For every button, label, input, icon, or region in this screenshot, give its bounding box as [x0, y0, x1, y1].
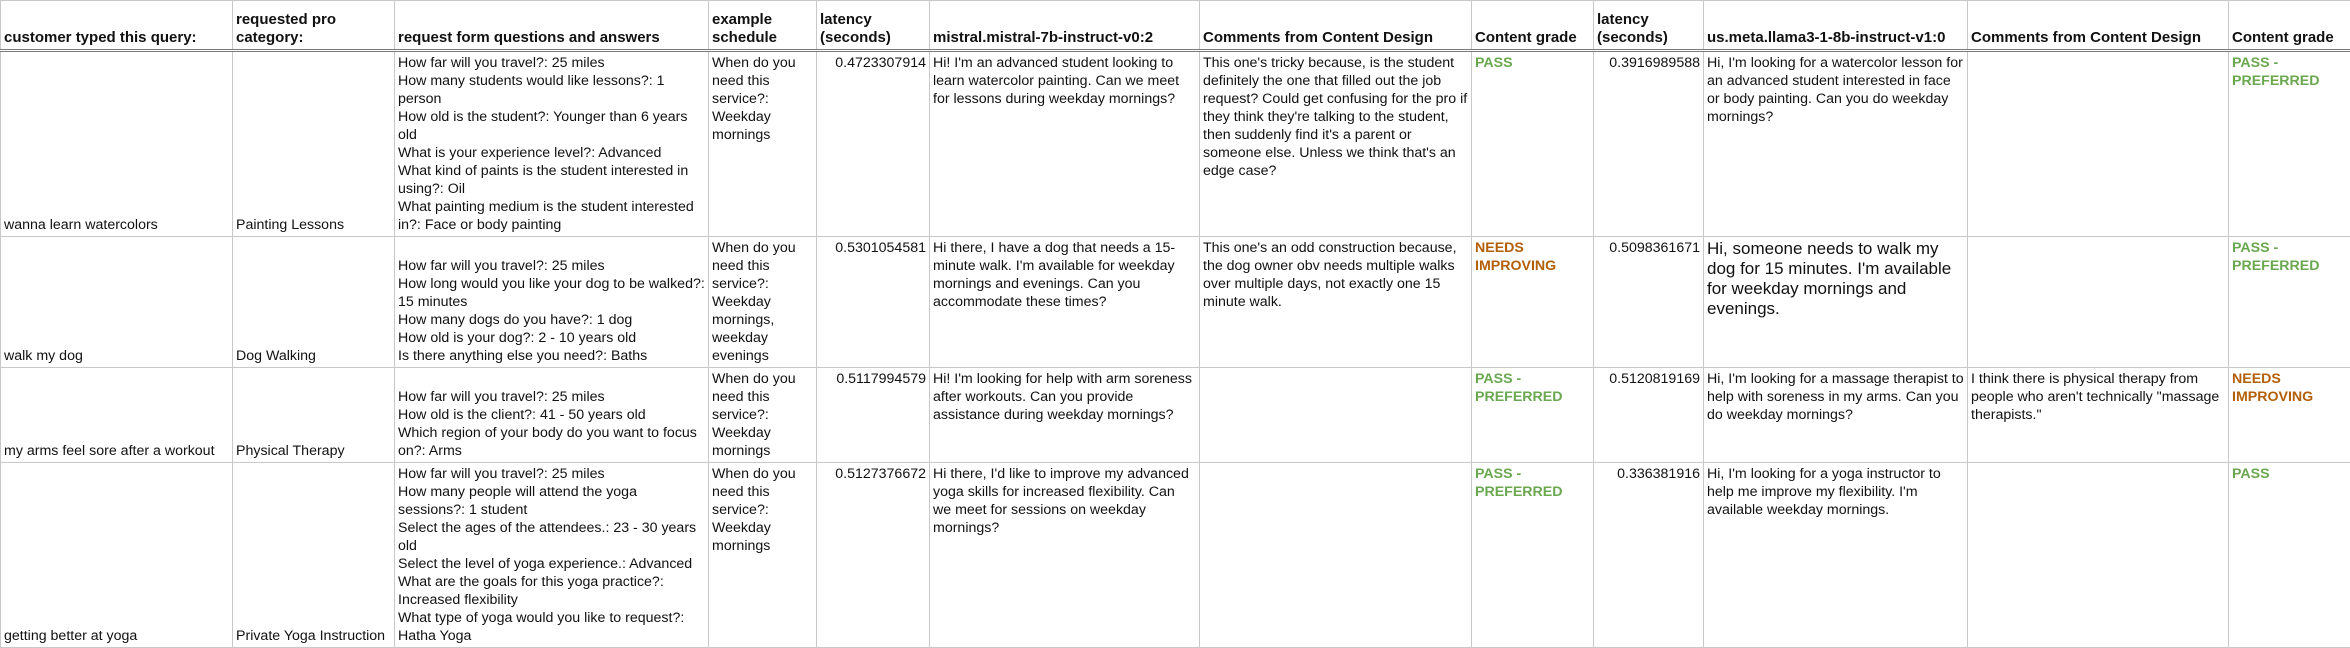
cell-comment-mistral[interactable] [1200, 368, 1472, 463]
qa-line: What painting medium is the student interested in?: Face or body painting [398, 199, 694, 233]
qa-line: How old is the client?: 41 - 50 years old [398, 407, 646, 423]
cell-grade-mistral[interactable]: PASS [1472, 51, 1594, 237]
cell-category[interactable]: Physical Therapy [233, 368, 395, 463]
cell-latency-mistral[interactable]: 0.5117994579 [817, 368, 930, 463]
cell-latency-llama[interactable]: 0.3916989588 [1594, 51, 1704, 237]
header-mistral[interactable]: mistral.mistral-7b-instruct-v0:2 [930, 1, 1200, 51]
qa-line: How old is the student?: Younger than 6 years old [398, 109, 688, 143]
table-row [1, 237, 2350, 368]
qa-line: What kind of paints is the student interested in using?: Oil [398, 163, 689, 197]
qa-line: How long would you like your dog to be walked?: 15 minutes [398, 276, 705, 310]
cell-latency-mistral[interactable]: 0.4723307914 [817, 51, 930, 237]
cell-qa[interactable] [395, 368, 709, 463]
cell-latency-mistral[interactable]: 0.5127376672 [817, 463, 930, 648]
cell-query[interactable]: walk my dog [1, 237, 233, 368]
cell-grade-llama[interactable]: PASS - PREFERRED [2229, 51, 2350, 237]
qa-line: How many dogs do you have?: 1 dog [398, 312, 633, 328]
header-row [1, 1, 2350, 51]
qa-line: Select the ages of the attendees.: 23 - 30 years old [398, 520, 697, 554]
cell-latency-llama[interactable]: 0.336381916 [1594, 463, 1704, 648]
cell-comment-llama[interactable] [1968, 237, 2229, 368]
cell-grade-llama[interactable]: PASS [2229, 463, 2350, 648]
cell-schedule[interactable]: When do you need this service?: Weekday mornings [709, 463, 817, 648]
header-latency-llama[interactable]: latency (seconds) [1594, 1, 1704, 51]
header-grade-mistral[interactable]: Content grade [1472, 1, 1594, 51]
qa-line: How many people will attend the yoga sessions?: 1 student [398, 484, 637, 518]
header-comments-mistral[interactable]: Comments from Content Design [1200, 1, 1472, 51]
qa-line: Which region of your body do you want to focus on?: Arms [398, 425, 697, 459]
cell-grade-mistral[interactable]: NEEDS IMPROVING [1472, 237, 1594, 368]
cell-grade-llama[interactable]: PASS - PREFERRED [2229, 237, 2350, 368]
qa-line: What are the goals for this yoga practice?: Increased flexibility [398, 574, 664, 608]
cell-schedule[interactable]: When do you need this service?: Weekday mornings [709, 51, 817, 237]
header-query[interactable]: customer typed this query: [1, 1, 233, 51]
cell-response-mistral[interactable]: Hi there, I have a dog that needs a 15-minute walk. I'm available for weekday mornings and evenings. Can you accommodate these times? [930, 237, 1200, 368]
header-category[interactable]: requested pro category: [233, 1, 395, 51]
table-row [1, 51, 2350, 237]
header-latency-mistral[interactable]: latency (seconds) [817, 1, 930, 51]
cell-response-llama[interactable]: Hi, I'm looking for a yoga instructor to help me improve my flexibility. I'm available weekday mornings. [1704, 463, 1968, 648]
qa-line: How old is your dog?: 2 - 10 years old [398, 330, 637, 346]
cell-comment-llama[interactable] [1968, 51, 2229, 237]
cell-response-llama[interactable]: Hi, I'm looking for a watercolor lesson for an advanced student interested in face or body painting. Can you do weekday mornings? [1704, 51, 1968, 237]
cell-schedule[interactable]: When do you need this service?: Weekday mornings [709, 368, 817, 463]
cell-response-mistral[interactable]: Hi there, I'd like to improve my advanced yoga skills for increased flexibility. Can we meet for sessions on weekday mornings? [930, 463, 1200, 648]
cell-grade-llama[interactable]: NEEDS IMPROVING [2229, 368, 2350, 463]
cell-latency-mistral[interactable]: 0.5301054581 [817, 237, 930, 368]
header-llama[interactable]: us.meta.llama3-1-8b-instruct-v1:0 [1704, 1, 1968, 51]
qa-line: How many students would like lessons?: 1 person [398, 73, 665, 107]
cell-grade-mistral[interactable]: PASS - PREFERRED [1472, 463, 1594, 648]
cell-comment-llama[interactable] [1968, 463, 2229, 648]
cell-query[interactable]: wanna learn watercolors [1, 51, 233, 237]
table-row [1, 368, 2350, 463]
cell-comment-mistral[interactable]: This one's an odd construction because, the dog owner obv needs multiple walks over multiple days, not exactly one 15 minute walk. [1200, 237, 1472, 368]
qa-line: How far will you travel?: 25 miles [398, 466, 605, 482]
cell-query[interactable]: getting better at yoga [1, 463, 233, 648]
cell-qa[interactable] [395, 51, 709, 237]
cell-schedule[interactable]: When do you need this service?: Weekday mornings, weekday evenings [709, 237, 817, 368]
cell-qa[interactable] [395, 237, 709, 368]
cell-response-mistral[interactable]: Hi! I'm an advanced student looking to learn watercolor painting. Can we meet for lessons during weekday mornings? [930, 51, 1200, 237]
cell-latency-llama[interactable]: 0.5098361671 [1594, 237, 1704, 368]
cell-grade-mistral[interactable]: PASS - PREFERRED [1472, 368, 1594, 463]
cell-comment-mistral[interactable]: This one's tricky because, is the student definitely the one that filled out the job request? Could get confusing for the pro if they think they're talking to the student, then suddenly find it's a parent or someone else. Unless we think that's an edge case? [1200, 51, 1472, 237]
cell-response-llama[interactable]: Hi, I'm looking for a massage therapist to help with soreness in my arms. Can you do weekday mornings? [1704, 368, 1968, 463]
qa-line: How far will you travel?: 25 miles [398, 258, 605, 274]
qa-line: How far will you travel?: 25 miles [398, 389, 605, 405]
cell-response-mistral[interactable]: Hi! I'm looking for help with arm soreness after workouts. Can you provide assistance during weekday mornings? [930, 368, 1200, 463]
header-schedule[interactable]: example schedule [709, 1, 817, 51]
qa-line: Is there anything else you need?: Baths [398, 348, 648, 364]
qa-line: How far will you travel?: 25 miles [398, 55, 605, 71]
cell-latency-llama[interactable]: 0.5120819169 [1594, 368, 1704, 463]
cell-category[interactable]: Painting Lessons [233, 51, 395, 237]
header-grade-llama[interactable]: Content grade [2229, 1, 2350, 51]
table-row [1, 463, 2350, 648]
cell-qa[interactable] [395, 463, 709, 648]
cell-response-llama[interactable]: Hi, someone needs to walk my dog for 15 minutes. I'm available for weekday mornings and evenings. [1704, 237, 1968, 368]
header-comments-llama[interactable]: Comments from Content Design [1968, 1, 2229, 51]
header-qa[interactable]: request form questions and answers [395, 1, 709, 51]
cell-comment-llama[interactable]: I think there is physical therapy from people who aren't technically "massage therapists." [1968, 368, 2229, 463]
cell-query[interactable]: my arms feel sore after a workout [1, 368, 233, 463]
cell-comment-mistral[interactable] [1200, 463, 1472, 648]
qa-line: Select the level of yoga experience.: Advanced [398, 556, 693, 572]
qa-line: What is your experience level?: Advanced [398, 145, 662, 161]
qa-line: What type of yoga would you like to request?: Hatha Yoga [398, 610, 685, 644]
cell-category[interactable]: Private Yoga Instruction [233, 463, 395, 648]
cell-category[interactable]: Dog Walking [233, 237, 395, 368]
